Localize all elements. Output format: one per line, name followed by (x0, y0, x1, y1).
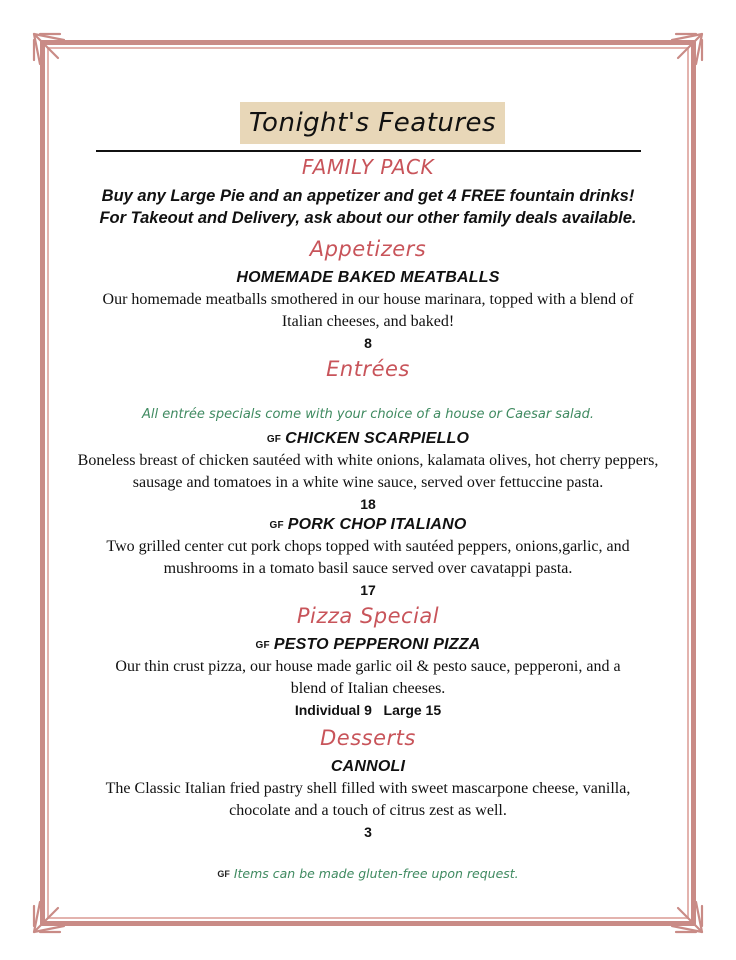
item-description: Two grilled center cut pork chops topped with sautéed peppers, onions,garlic, and mushrooms in a tomato basil sauce served over cavatappi pasta. (106, 538, 630, 577)
page-title: Tonight's Features (240, 102, 505, 144)
entrees-heading: Entrées (326, 357, 410, 381)
gf-badge: GF (255, 640, 270, 651)
entree-item (60, 430, 676, 512)
menu-content (60, 95, 676, 881)
title-area (60, 95, 676, 151)
item-description: Boneless breast of chicken sautéed with white onions, kalamata olives, hot cherry peppers, sausage and tomatoes in a white wine sauce, served over fettuccine pasta. (77, 452, 659, 491)
item-price: 17 (360, 582, 376, 598)
item-name-line (60, 516, 676, 534)
gf-badge: GF (266, 434, 282, 445)
item-name-line (60, 430, 676, 448)
item-description: Our thin crust pizza, our house made garlic oil & pesto sauce, pepperoni, and a blend of Italian cheeses. (115, 658, 621, 697)
gf-badge: GF (217, 869, 230, 879)
pizza-heading: Pizza Special (296, 604, 440, 628)
item-price: 8 (364, 335, 372, 351)
item-name: HOMEMADE BAKED MEATBALLS (236, 269, 500, 286)
item-name: CANNOLI (330, 758, 406, 775)
dessert-item (60, 758, 676, 840)
family-pack-heading: FAMILY PACK (301, 155, 435, 179)
item-name-line (60, 636, 676, 654)
pizza-item (60, 636, 676, 718)
appetizer-item (60, 269, 676, 351)
item-name: CHICKEN SCARPIELLO (285, 430, 470, 447)
item-description: Our homemade meatballs smothered in our house marinara, topped with a blend of Italian cheeses, and baked! (102, 291, 634, 330)
entree-item (60, 516, 676, 598)
desserts-heading: Desserts (320, 726, 416, 750)
item-price: 3 (364, 824, 372, 840)
corner-ornament-icon (668, 898, 706, 936)
gluten-free-note-text: Items can be made gluten-free upon request. (233, 866, 519, 881)
corner-ornament-icon (668, 30, 706, 68)
entrees-note: All entrée specials come with your choice of a house or Caesar salad. (141, 407, 594, 422)
corner-ornament-icon (30, 898, 68, 936)
gluten-free-note (60, 866, 676, 881)
item-name: PESTO PEPPERONI PIZZA (273, 636, 481, 653)
family-pack-text: Buy any Large Pie and an appetizer and get 4 FREE fountain drinks! For Takeout and Delivery, ask about our other family deals available. (99, 187, 637, 227)
item-name: PORK CHOP ITALIANO (287, 516, 467, 533)
item-price: Individual 9 Large 15 (294, 702, 442, 718)
item-description: The Classic Italian fried pastry shell filled with sweet mascarpone cheese, vanilla, chocolate and a touch of citrus zest as well. (105, 780, 631, 819)
title-divider (96, 150, 641, 152)
corner-ornament-icon (30, 30, 68, 68)
gf-badge: GF (269, 520, 284, 531)
appetizers-heading: Appetizers (309, 237, 427, 261)
item-price: 18 (360, 496, 376, 512)
